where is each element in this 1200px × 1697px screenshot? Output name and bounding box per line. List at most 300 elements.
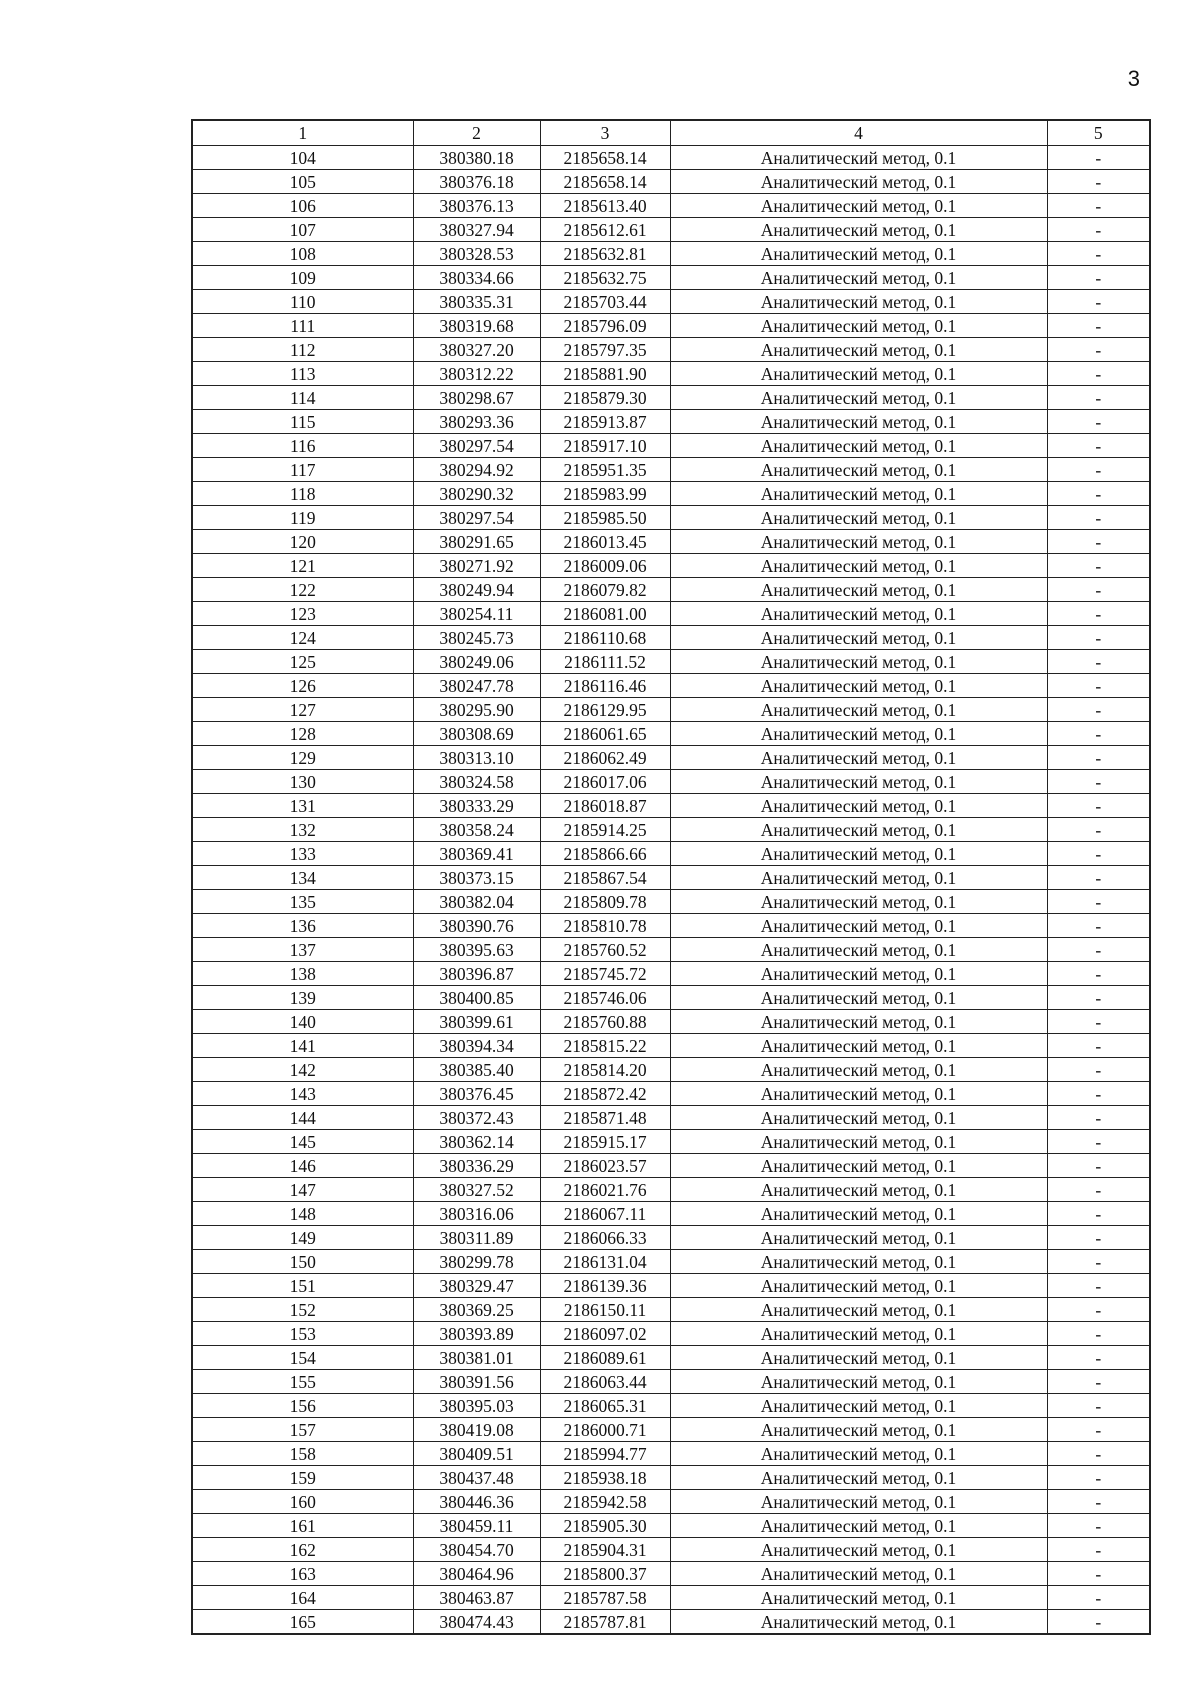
point-number-cell: 108 — [192, 242, 413, 266]
method-cell: Аналитический метод, 0.1 — [670, 410, 1047, 434]
y-coordinate-cell: 2185810.78 — [540, 914, 670, 938]
y-coordinate-cell: 2185872.42 — [540, 1082, 670, 1106]
method-cell: Аналитический метод, 0.1 — [670, 770, 1047, 794]
value-cell: - — [1047, 818, 1150, 842]
x-coordinate-cell: 380454.70 — [413, 1538, 540, 1562]
method-cell: Аналитический метод, 0.1 — [670, 194, 1047, 218]
table-row — [192, 1538, 1150, 1562]
method-cell: Аналитический метод, 0.1 — [670, 674, 1047, 698]
method-cell: Аналитический метод, 0.1 — [670, 1442, 1047, 1466]
value-cell: - — [1047, 1562, 1150, 1586]
x-coordinate-cell: 380369.25 — [413, 1298, 540, 1322]
y-coordinate-cell: 2185787.58 — [540, 1586, 670, 1610]
y-coordinate-cell: 2185942.58 — [540, 1490, 670, 1514]
point-number-cell: 129 — [192, 746, 413, 770]
point-number-cell: 140 — [192, 1010, 413, 1034]
method-cell: Аналитический метод, 0.1 — [670, 986, 1047, 1010]
method-cell: Аналитический метод, 0.1 — [670, 434, 1047, 458]
method-cell: Аналитический метод, 0.1 — [670, 602, 1047, 626]
table-row — [192, 938, 1150, 962]
table-row — [192, 818, 1150, 842]
x-coordinate-cell: 380419.08 — [413, 1418, 540, 1442]
point-number-cell: 157 — [192, 1418, 413, 1442]
method-cell: Аналитический метод, 0.1 — [670, 1586, 1047, 1610]
method-cell: Аналитический метод, 0.1 — [670, 1154, 1047, 1178]
x-coordinate-cell: 380409.51 — [413, 1442, 540, 1466]
value-cell: - — [1047, 1538, 1150, 1562]
x-coordinate-cell: 380271.92 — [413, 554, 540, 578]
table-row — [192, 674, 1150, 698]
point-number-cell: 112 — [192, 338, 413, 362]
point-number-cell: 122 — [192, 578, 413, 602]
y-coordinate-cell: 2186065.31 — [540, 1394, 670, 1418]
point-number-cell: 150 — [192, 1250, 413, 1274]
x-coordinate-cell: 380336.29 — [413, 1154, 540, 1178]
value-cell: - — [1047, 1130, 1150, 1154]
value-cell: - — [1047, 1466, 1150, 1490]
x-coordinate-cell: 380333.29 — [413, 794, 540, 818]
x-coordinate-cell: 380393.89 — [413, 1322, 540, 1346]
y-coordinate-cell: 2186131.04 — [540, 1250, 670, 1274]
value-cell: - — [1047, 338, 1150, 362]
value-cell: - — [1047, 1202, 1150, 1226]
method-cell: Аналитический метод, 0.1 — [670, 1610, 1047, 1635]
point-number-cell: 163 — [192, 1562, 413, 1586]
point-number-cell: 142 — [192, 1058, 413, 1082]
value-cell: - — [1047, 1418, 1150, 1442]
method-cell: Аналитический метод, 0.1 — [670, 242, 1047, 266]
point-number-cell: 106 — [192, 194, 413, 218]
method-cell: Аналитический метод, 0.1 — [670, 698, 1047, 722]
point-number-cell: 149 — [192, 1226, 413, 1250]
value-cell: - — [1047, 866, 1150, 890]
table-body — [192, 146, 1150, 1635]
table-row — [192, 506, 1150, 530]
value-cell: - — [1047, 698, 1150, 722]
x-coordinate-cell: 380399.61 — [413, 1010, 540, 1034]
point-number-cell: 118 — [192, 482, 413, 506]
point-number-cell: 154 — [192, 1346, 413, 1370]
method-cell: Аналитический метод, 0.1 — [670, 1322, 1047, 1346]
x-coordinate-cell: 380391.56 — [413, 1370, 540, 1394]
y-coordinate-cell: 2186017.06 — [540, 770, 670, 794]
point-number-cell: 153 — [192, 1322, 413, 1346]
x-coordinate-cell: 380376.18 — [413, 170, 540, 194]
method-cell: Аналитический метод, 0.1 — [670, 1058, 1047, 1082]
x-coordinate-cell: 380376.45 — [413, 1082, 540, 1106]
y-coordinate-cell: 2186150.11 — [540, 1298, 670, 1322]
point-number-cell: 162 — [192, 1538, 413, 1562]
value-cell: - — [1047, 242, 1150, 266]
table-row — [192, 290, 1150, 314]
y-coordinate-cell: 2185760.52 — [540, 938, 670, 962]
x-coordinate-cell: 380297.54 — [413, 434, 540, 458]
point-number-cell: 113 — [192, 362, 413, 386]
point-number-cell: 124 — [192, 626, 413, 650]
x-coordinate-cell: 380299.78 — [413, 1250, 540, 1274]
table-row — [192, 1514, 1150, 1538]
point-number-cell: 148 — [192, 1202, 413, 1226]
method-cell: Аналитический метод, 0.1 — [670, 266, 1047, 290]
y-coordinate-cell: 2185613.40 — [540, 194, 670, 218]
point-number-cell: 119 — [192, 506, 413, 530]
value-cell: - — [1047, 1250, 1150, 1274]
value-cell: - — [1047, 458, 1150, 482]
table-row — [192, 1562, 1150, 1586]
point-number-cell: 117 — [192, 458, 413, 482]
value-cell: - — [1047, 1346, 1150, 1370]
point-number-cell: 151 — [192, 1274, 413, 1298]
value-cell: - — [1047, 1178, 1150, 1202]
value-cell: - — [1047, 1490, 1150, 1514]
x-coordinate-cell: 380358.24 — [413, 818, 540, 842]
y-coordinate-cell: 2186139.36 — [540, 1274, 670, 1298]
point-number-cell: 159 — [192, 1466, 413, 1490]
x-coordinate-cell: 380385.40 — [413, 1058, 540, 1082]
x-coordinate-cell: 380294.92 — [413, 458, 540, 482]
table-row — [192, 866, 1150, 890]
y-coordinate-cell: 2186129.95 — [540, 698, 670, 722]
value-cell: - — [1047, 1514, 1150, 1538]
value-cell: - — [1047, 890, 1150, 914]
y-coordinate-cell: 2185760.88 — [540, 1010, 670, 1034]
value-cell: - — [1047, 482, 1150, 506]
table-row — [192, 1442, 1150, 1466]
method-cell: Аналитический метод, 0.1 — [670, 218, 1047, 242]
table-row — [192, 1154, 1150, 1178]
method-cell: Аналитический метод, 0.1 — [670, 1226, 1047, 1250]
method-cell: Аналитический метод, 0.1 — [670, 530, 1047, 554]
point-number-cell: 164 — [192, 1586, 413, 1610]
point-number-cell: 155 — [192, 1370, 413, 1394]
value-cell: - — [1047, 938, 1150, 962]
point-number-cell: 121 — [192, 554, 413, 578]
point-number-cell: 116 — [192, 434, 413, 458]
table-header-row — [192, 120, 1150, 146]
table-row — [192, 242, 1150, 266]
x-coordinate-cell: 380313.10 — [413, 746, 540, 770]
value-cell: - — [1047, 626, 1150, 650]
y-coordinate-cell: 2185796.09 — [540, 314, 670, 338]
method-cell: Аналитический метод, 0.1 — [670, 1346, 1047, 1370]
y-coordinate-cell: 2186067.11 — [540, 1202, 670, 1226]
y-coordinate-cell: 2185879.30 — [540, 386, 670, 410]
y-coordinate-cell: 2185745.72 — [540, 962, 670, 986]
table-row — [192, 146, 1150, 170]
table-row — [192, 1106, 1150, 1130]
point-number-cell: 135 — [192, 890, 413, 914]
value-cell: - — [1047, 218, 1150, 242]
method-cell: Аналитический метод, 0.1 — [670, 314, 1047, 338]
value-cell: - — [1047, 290, 1150, 314]
table-row — [192, 1370, 1150, 1394]
x-coordinate-cell: 380249.94 — [413, 578, 540, 602]
column-header: 2 — [413, 120, 540, 146]
point-number-cell: 136 — [192, 914, 413, 938]
point-number-cell: 161 — [192, 1514, 413, 1538]
y-coordinate-cell: 2185703.44 — [540, 290, 670, 314]
method-cell: Аналитический метод, 0.1 — [670, 386, 1047, 410]
method-cell: Аналитический метод, 0.1 — [670, 458, 1047, 482]
column-header: 5 — [1047, 120, 1150, 146]
x-coordinate-cell: 380372.43 — [413, 1106, 540, 1130]
table-row — [192, 914, 1150, 938]
method-cell: Аналитический метод, 0.1 — [670, 1394, 1047, 1418]
y-coordinate-cell: 2185632.81 — [540, 242, 670, 266]
y-coordinate-cell: 2185985.50 — [540, 506, 670, 530]
y-coordinate-cell: 2186063.44 — [540, 1370, 670, 1394]
y-coordinate-cell: 2185983.99 — [540, 482, 670, 506]
column-header: 1 — [192, 120, 413, 146]
x-coordinate-cell: 380311.89 — [413, 1226, 540, 1250]
x-coordinate-cell: 380312.22 — [413, 362, 540, 386]
value-cell: - — [1047, 1394, 1150, 1418]
point-number-cell: 132 — [192, 818, 413, 842]
y-coordinate-cell: 2185612.61 — [540, 218, 670, 242]
value-cell: - — [1047, 314, 1150, 338]
x-coordinate-cell: 380249.06 — [413, 650, 540, 674]
method-cell: Аналитический метод, 0.1 — [670, 842, 1047, 866]
table-row — [192, 194, 1150, 218]
x-coordinate-cell: 380295.90 — [413, 698, 540, 722]
x-coordinate-cell: 380298.67 — [413, 386, 540, 410]
table-row — [192, 1274, 1150, 1298]
method-cell: Аналитический метод, 0.1 — [670, 794, 1047, 818]
y-coordinate-cell: 2185881.90 — [540, 362, 670, 386]
x-coordinate-cell: 380400.85 — [413, 986, 540, 1010]
point-number-cell: 130 — [192, 770, 413, 794]
method-cell: Аналитический метод, 0.1 — [670, 626, 1047, 650]
method-cell: Аналитический метод, 0.1 — [670, 1250, 1047, 1274]
y-coordinate-cell: 2186018.87 — [540, 794, 670, 818]
y-coordinate-cell: 2185814.20 — [540, 1058, 670, 1082]
y-coordinate-cell: 2186066.33 — [540, 1226, 670, 1250]
value-cell: - — [1047, 1058, 1150, 1082]
table-row — [192, 1490, 1150, 1514]
table-row — [192, 794, 1150, 818]
x-coordinate-cell: 380308.69 — [413, 722, 540, 746]
x-coordinate-cell: 380327.94 — [413, 218, 540, 242]
table-row — [192, 1130, 1150, 1154]
point-number-cell: 120 — [192, 530, 413, 554]
value-cell: - — [1047, 554, 1150, 578]
table-row — [192, 842, 1150, 866]
table-row — [192, 650, 1150, 674]
value-cell: - — [1047, 146, 1150, 170]
point-number-cell: 123 — [192, 602, 413, 626]
y-coordinate-cell: 2186081.00 — [540, 602, 670, 626]
value-cell: - — [1047, 194, 1150, 218]
point-number-cell: 109 — [192, 266, 413, 290]
y-coordinate-cell: 2185658.14 — [540, 146, 670, 170]
point-number-cell: 160 — [192, 1490, 413, 1514]
y-coordinate-cell: 2186110.68 — [540, 626, 670, 650]
y-coordinate-cell: 2185914.25 — [540, 818, 670, 842]
table-row — [192, 1178, 1150, 1202]
column-header: 4 — [670, 120, 1047, 146]
table-row — [192, 962, 1150, 986]
y-coordinate-cell: 2185800.37 — [540, 1562, 670, 1586]
y-coordinate-cell: 2185632.75 — [540, 266, 670, 290]
table-row — [192, 1322, 1150, 1346]
y-coordinate-cell: 2185815.22 — [540, 1034, 670, 1058]
x-coordinate-cell: 380254.11 — [413, 602, 540, 626]
value-cell: - — [1047, 1154, 1150, 1178]
point-number-cell: 114 — [192, 386, 413, 410]
table-row — [192, 626, 1150, 650]
x-coordinate-cell: 380395.03 — [413, 1394, 540, 1418]
point-number-cell: 115 — [192, 410, 413, 434]
method-cell: Аналитический метод, 0.1 — [670, 1274, 1047, 1298]
y-coordinate-cell: 2185905.30 — [540, 1514, 670, 1538]
value-cell: - — [1047, 914, 1150, 938]
value-cell: - — [1047, 842, 1150, 866]
value-cell: - — [1047, 674, 1150, 698]
method-cell: Аналитический метод, 0.1 — [670, 1178, 1047, 1202]
x-coordinate-cell: 380335.31 — [413, 290, 540, 314]
y-coordinate-cell: 2186079.82 — [540, 578, 670, 602]
x-coordinate-cell: 380328.53 — [413, 242, 540, 266]
table-row — [192, 218, 1150, 242]
point-number-cell: 125 — [192, 650, 413, 674]
value-cell: - — [1047, 1106, 1150, 1130]
x-coordinate-cell: 380474.43 — [413, 1610, 540, 1635]
table-row — [192, 1010, 1150, 1034]
x-coordinate-cell: 380329.47 — [413, 1274, 540, 1298]
point-number-cell: 165 — [192, 1610, 413, 1635]
method-cell: Аналитический метод, 0.1 — [670, 1082, 1047, 1106]
y-coordinate-cell: 2186089.61 — [540, 1346, 670, 1370]
point-number-cell: 126 — [192, 674, 413, 698]
table-row — [192, 362, 1150, 386]
point-number-cell: 145 — [192, 1130, 413, 1154]
method-cell: Аналитический метод, 0.1 — [670, 818, 1047, 842]
x-coordinate-cell: 380394.34 — [413, 1034, 540, 1058]
value-cell: - — [1047, 1010, 1150, 1034]
value-cell: - — [1047, 962, 1150, 986]
point-number-cell: 128 — [192, 722, 413, 746]
y-coordinate-cell: 2185746.06 — [540, 986, 670, 1010]
method-cell: Аналитический метод, 0.1 — [670, 1010, 1047, 1034]
point-number-cell: 104 — [192, 146, 413, 170]
x-coordinate-cell: 380327.52 — [413, 1178, 540, 1202]
value-cell: - — [1047, 1610, 1150, 1635]
value-cell: - — [1047, 1274, 1150, 1298]
table-row — [192, 722, 1150, 746]
method-cell: Аналитический метод, 0.1 — [670, 1298, 1047, 1322]
y-coordinate-cell: 2185915.17 — [540, 1130, 670, 1154]
point-number-cell: 139 — [192, 986, 413, 1010]
table-row — [192, 1418, 1150, 1442]
method-cell: Аналитический метод, 0.1 — [670, 554, 1047, 578]
y-coordinate-cell: 2185938.18 — [540, 1466, 670, 1490]
x-coordinate-cell: 380381.01 — [413, 1346, 540, 1370]
x-coordinate-cell: 380369.41 — [413, 842, 540, 866]
point-number-cell: 144 — [192, 1106, 413, 1130]
table-row — [192, 386, 1150, 410]
y-coordinate-cell: 2186111.52 — [540, 650, 670, 674]
table-row — [192, 1346, 1150, 1370]
value-cell: - — [1047, 602, 1150, 626]
table-row — [192, 602, 1150, 626]
table-row — [192, 1058, 1150, 1082]
y-coordinate-cell: 2186013.45 — [540, 530, 670, 554]
value-cell: - — [1047, 1442, 1150, 1466]
point-number-cell: 147 — [192, 1178, 413, 1202]
point-number-cell: 111 — [192, 314, 413, 338]
method-cell: Аналитический метод, 0.1 — [670, 866, 1047, 890]
point-number-cell: 143 — [192, 1082, 413, 1106]
x-coordinate-cell: 380390.76 — [413, 914, 540, 938]
method-cell: Аналитический метод, 0.1 — [670, 938, 1047, 962]
point-number-cell: 131 — [192, 794, 413, 818]
table-row — [192, 554, 1150, 578]
method-cell: Аналитический метод, 0.1 — [670, 914, 1047, 938]
table-row — [192, 458, 1150, 482]
method-cell: Аналитический метод, 0.1 — [670, 1466, 1047, 1490]
point-number-cell: 156 — [192, 1394, 413, 1418]
y-coordinate-cell: 2186097.02 — [540, 1322, 670, 1346]
y-coordinate-cell: 2185787.81 — [540, 1610, 670, 1635]
table-row — [192, 314, 1150, 338]
x-coordinate-cell: 380293.36 — [413, 410, 540, 434]
table-row — [192, 1298, 1150, 1322]
y-coordinate-cell: 2186062.49 — [540, 746, 670, 770]
table-row — [192, 266, 1150, 290]
table-row — [192, 770, 1150, 794]
value-cell: - — [1047, 986, 1150, 1010]
x-coordinate-cell: 380437.48 — [413, 1466, 540, 1490]
point-number-cell: 110 — [192, 290, 413, 314]
table-row — [192, 890, 1150, 914]
value-cell: - — [1047, 170, 1150, 194]
value-cell: - — [1047, 1298, 1150, 1322]
y-coordinate-cell: 2185871.48 — [540, 1106, 670, 1130]
table-row — [192, 698, 1150, 722]
x-coordinate-cell: 380376.13 — [413, 194, 540, 218]
column-header: 3 — [540, 120, 670, 146]
x-coordinate-cell: 380290.32 — [413, 482, 540, 506]
x-coordinate-cell: 380396.87 — [413, 962, 540, 986]
value-cell: - — [1047, 1226, 1150, 1250]
page-number: 3 — [1127, 66, 1140, 91]
value-cell: - — [1047, 650, 1150, 674]
method-cell: Аналитический метод, 0.1 — [670, 578, 1047, 602]
table-row — [192, 338, 1150, 362]
x-coordinate-cell: 380373.15 — [413, 866, 540, 890]
y-coordinate-cell: 2186023.57 — [540, 1154, 670, 1178]
point-number-cell: 141 — [192, 1034, 413, 1058]
point-number-cell: 158 — [192, 1442, 413, 1466]
y-coordinate-cell: 2185797.35 — [540, 338, 670, 362]
x-coordinate-cell: 380327.20 — [413, 338, 540, 362]
y-coordinate-cell: 2185658.14 — [540, 170, 670, 194]
x-coordinate-cell: 380334.66 — [413, 266, 540, 290]
table-row — [192, 1082, 1150, 1106]
point-number-cell: 105 — [192, 170, 413, 194]
method-cell: Аналитический метод, 0.1 — [670, 290, 1047, 314]
y-coordinate-cell: 2185904.31 — [540, 1538, 670, 1562]
method-cell: Аналитический метод, 0.1 — [670, 362, 1047, 386]
table-row — [192, 170, 1150, 194]
value-cell: - — [1047, 578, 1150, 602]
table-row — [192, 1466, 1150, 1490]
x-coordinate-cell: 380247.78 — [413, 674, 540, 698]
point-number-cell: 146 — [192, 1154, 413, 1178]
point-number-cell: 107 — [192, 218, 413, 242]
table-row — [192, 410, 1150, 434]
y-coordinate-cell: 2186000.71 — [540, 1418, 670, 1442]
